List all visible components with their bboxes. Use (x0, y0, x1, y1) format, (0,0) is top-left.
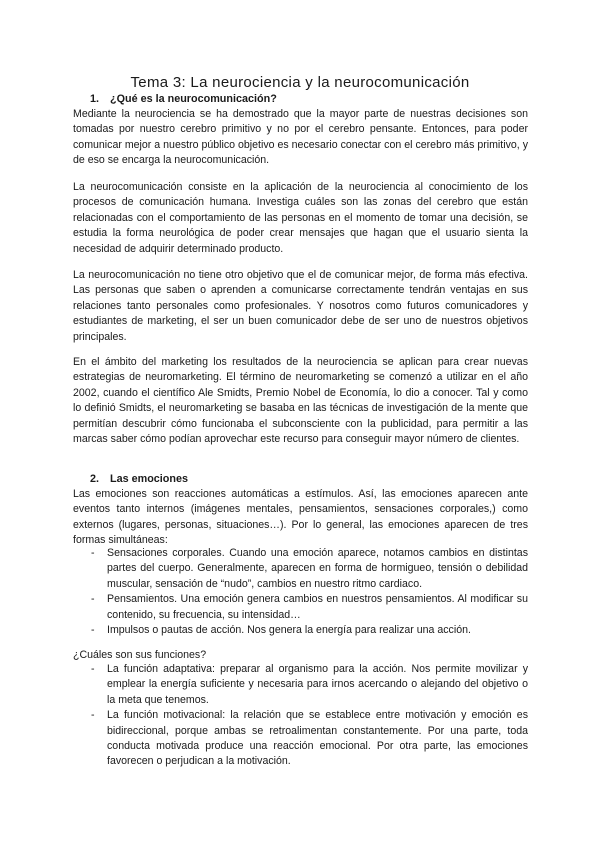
section-heading-1 (90, 92, 277, 107)
list-item (73, 662, 528, 708)
paragraph: La neurocomunicación no tiene otro objetivo que el de comunicar mejor, de forma más efectiva. Las personas que saben o aprenden a comunicarse correctamente tendrán ventajas en sus relaciones tanto personales como profesionales. Y nosotros como futuros comunicadores y estudiantes de marketing, el ser un buen comunicador debe de ser uno de nuestros objetivos principales. (73, 269, 528, 343)
list-item-text: Pensamientos. Una emoción genera cambios en nuestros pensamientos. Al modificar su contenido, su frecuencia, su intensidad… (107, 593, 528, 621)
list-item (73, 708, 528, 770)
section-heading-text: Las emociones (110, 473, 189, 485)
paragraph: Mediante la neurociencia se ha demostrado que la mayor parte de nuestras decisiones son tomadas por nuestro cerebro primitivo y no por el cerebro pensante. Entonces, para poder comunicar mejor a nuestro público objetivo es necesario conectar con el cerebro más primitivo, y de eso se encarga la neurocomunicación. (73, 108, 528, 167)
list-marker: - (91, 663, 95, 675)
section-heading-2 (90, 472, 188, 487)
list-marker: - (91, 624, 95, 637)
list-item (73, 623, 528, 638)
paragraph: ¿Cuáles son sus funciones? (73, 649, 207, 661)
paragraph: En el ámbito del marketing los resultados de la neurociencia se aplican para crear nuevas estrategias de neuromarketing. El término de neuromarketing se comenzó a utilizar en el año 2002, cuando el científico Ale Smidts, Premio Nobel de Economía, lo dio a conocer. Tal y como lo definió Smidts, el neuromarketing se basaba en las técnicas de investigación de la mente que permitían descubrir cómo funcionaba el subconsciente con la publicidad, para permitir a las marcas saber cómo podían aprovechar este recurso para conseguir mayor número de clientes. (73, 356, 528, 446)
list-item-text: Sensaciones corporales. Cuando una emoción aparece, notamos cambios en distintas partes del cuerpo. Generalmente, aparecen en forma de hormigueo, tensión o debilidad muscular, sensación de “nudo”, cambios en nuestro ritmo cardiaco. (107, 547, 528, 590)
list-item-text: La función motivacional: la relación que se establece entre motivación y emoción es bidireccional, porque ambas se retroalimentan constantemente. Por una parte, toda conducta motivada produce una reacción emocional. Por otra parte, las emociones favorecen o perjudican a la motivación. (107, 709, 528, 768)
section-heading-text: ¿Qué es la neurocomunicación? (110, 93, 277, 105)
emotions-list (73, 546, 528, 638)
list-item (73, 592, 528, 623)
list-item-text: La función adaptativa: preparar al organismo para la acción. Nos permite movilizar y emplear la energía suficiente y necesaria para irnos acercando o alejando del objetivo o la meta que tenemos. (107, 663, 528, 706)
list-marker: - (91, 547, 95, 559)
functions-list (73, 662, 528, 770)
paragraph: La neurocomunicación consiste en la aplicación de la neurociencia al conocimiento de los procesos de comunicación humana. Investiga cuáles son las zonas del cerebro que están relacionadas con el comportamiento de las personas en el momento de tomar una decisión, se estudia la forma neurológica de poder crear mensajes que hagan que el usuario sienta la necesidad de adquirir determinado producto. (73, 181, 528, 255)
document-title: Tema 3: La neurociencia y la neurocomunicación (130, 74, 470, 91)
list-item-text: Impulsos o pautas de acción. Nos genera la energía para realizar una acción. (107, 624, 471, 637)
paragraph: Las emociones son reacciones automáticas a estímulos. Así, las emociones aparecen ante eventos tanto internos (imágenes mentales, pensamientos, sensaciones corporales,) como externos (lugares, personas, situaciones…). Por lo general, las emociones aparecen de tres formas simultáneas: (73, 488, 528, 547)
list-marker: - (91, 593, 95, 606)
list-item (73, 546, 528, 592)
section-number: 1. (90, 93, 100, 105)
section-number: 2. (90, 473, 100, 485)
list-marker: - (91, 709, 95, 722)
